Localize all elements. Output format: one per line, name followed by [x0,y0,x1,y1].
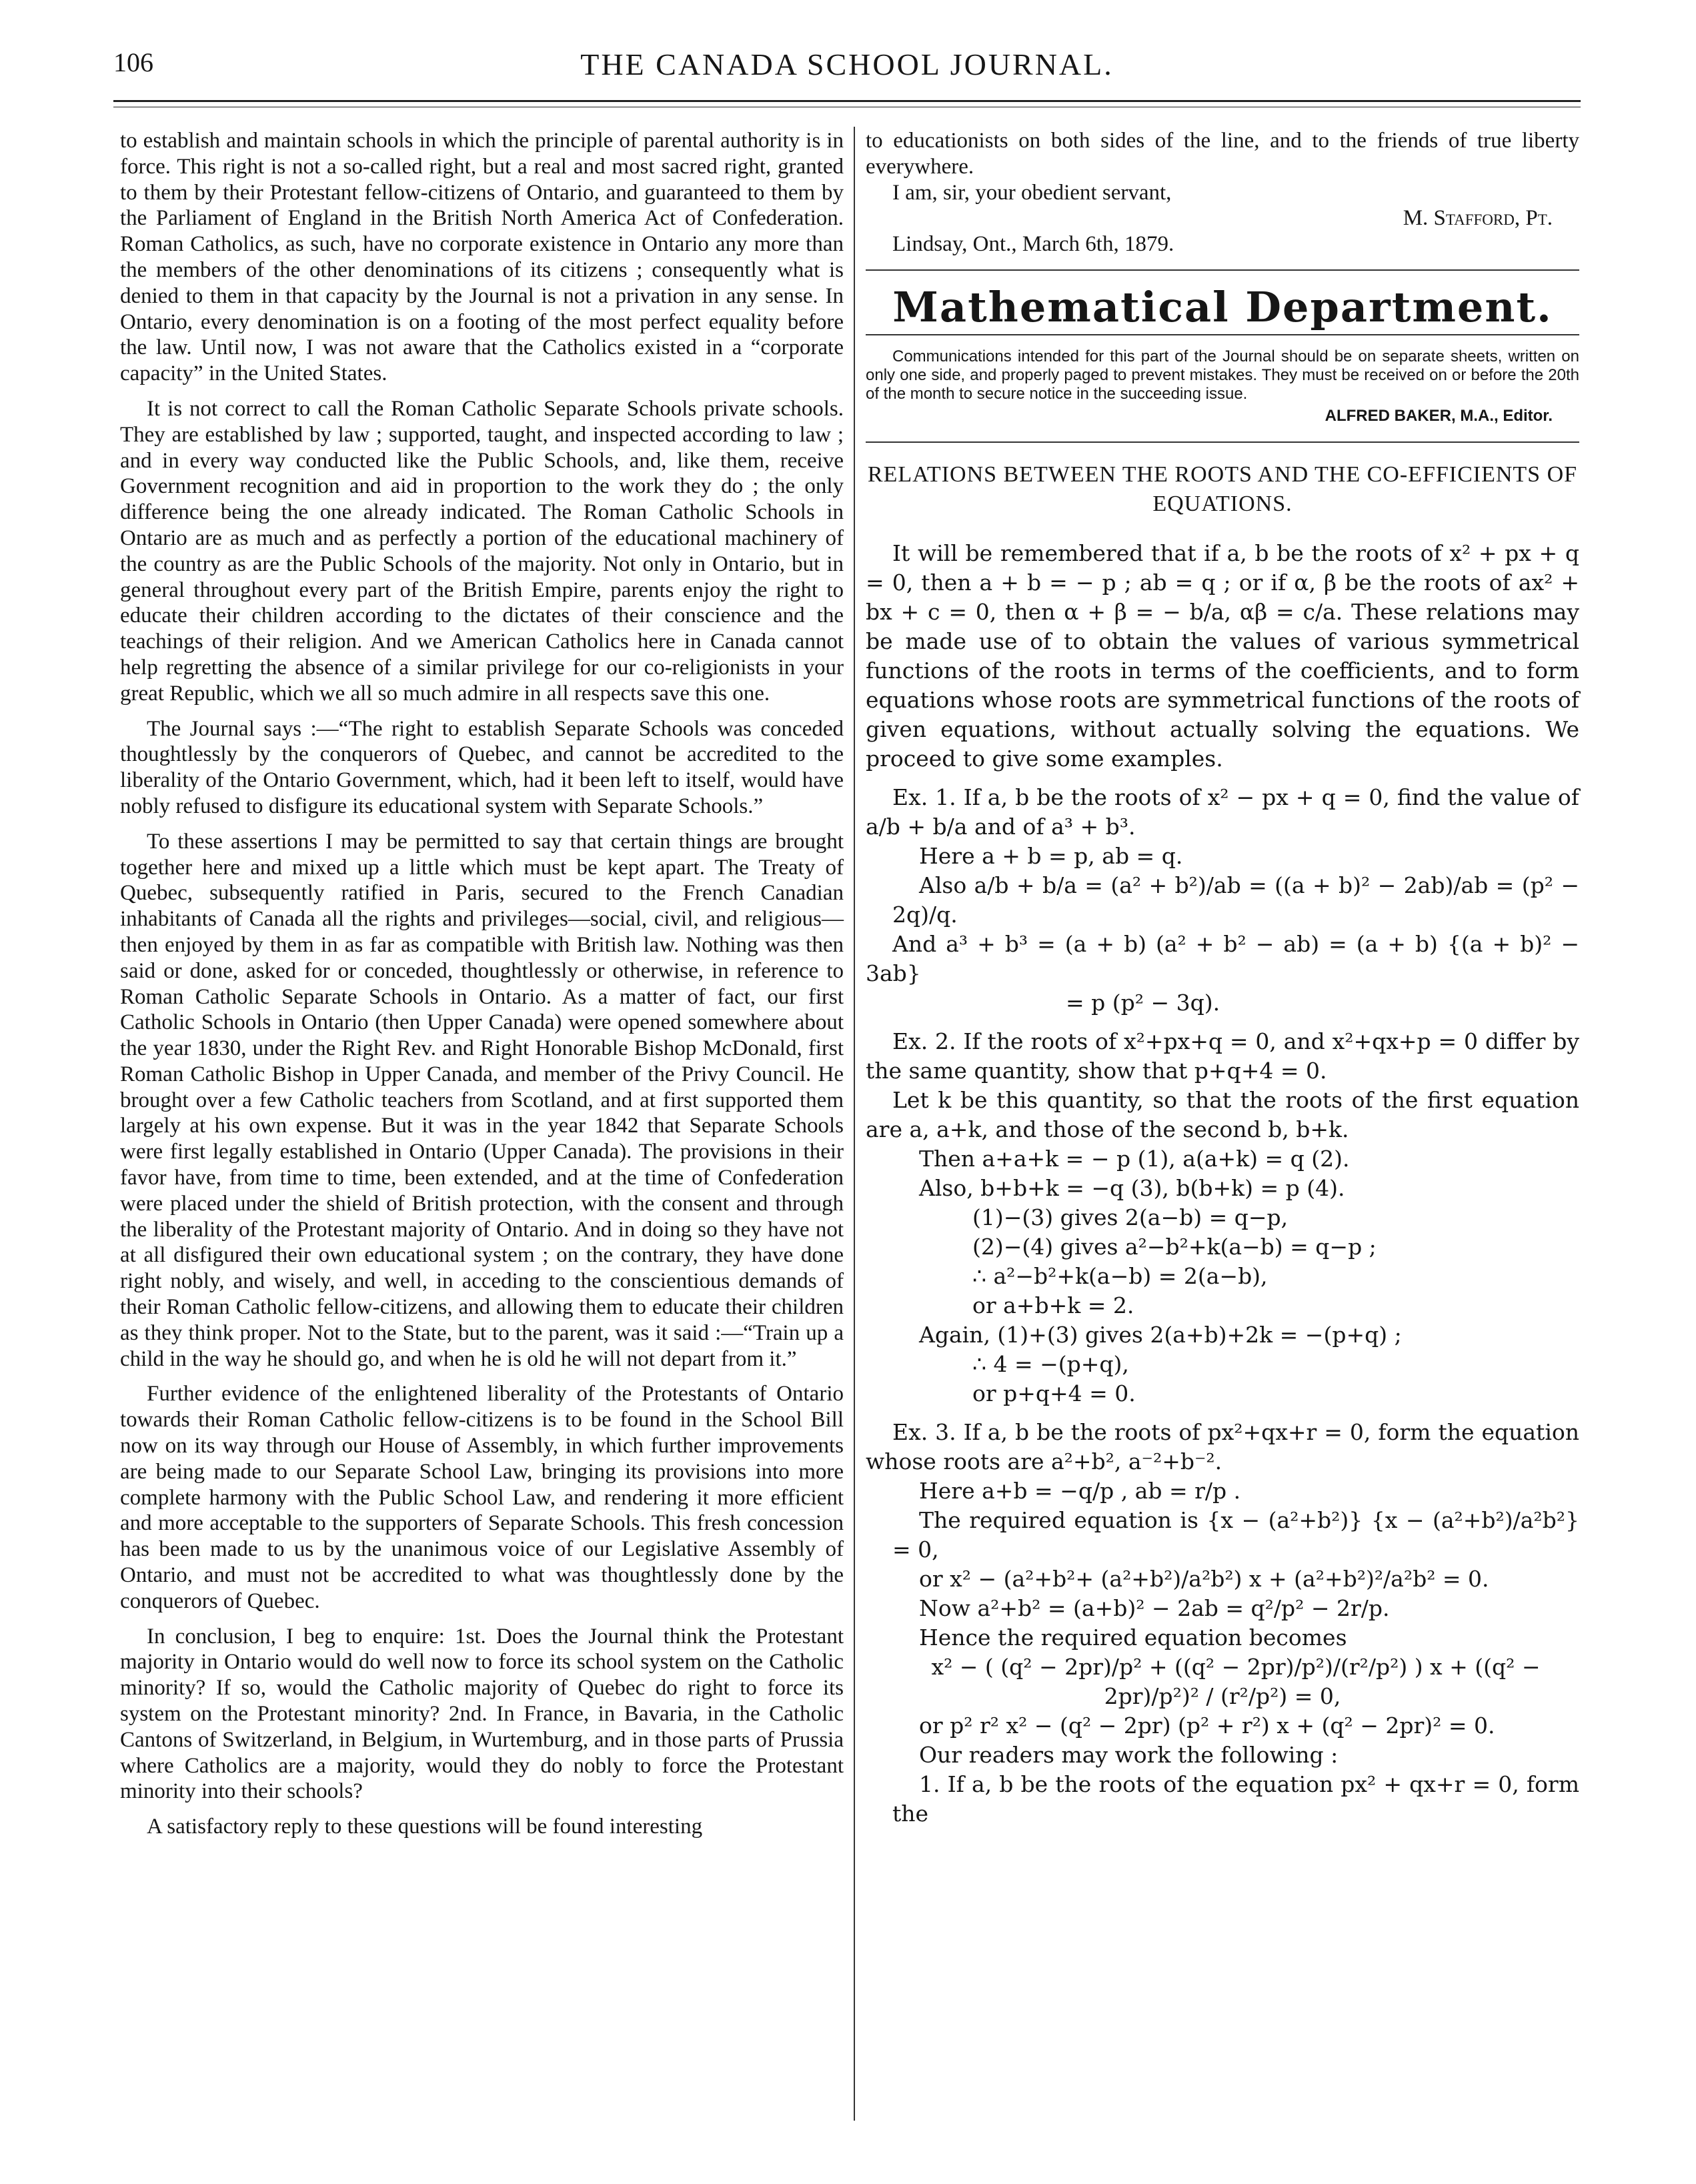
example-1-statement: Ex. 1. If a, b be the roots of x² − px + q = 0, find the value of a/b + b/a and of a³ + b³. [866,784,1579,840]
exercises-intro: Our readers may work the following : [919,1741,1339,1768]
exercise-item: 1. If a, b be the roots of the equation px² + qx+r = 0, form the [892,1771,1579,1827]
equation-line: ∴ a²−b²+k(a−b) = 2(a−b), [972,1262,1268,1289]
section-rule [866,269,1579,271]
article-intro: It will be remembered that if a, b be the roots of x² + px + q = 0, then a + b = − p ; ab = q ; or if α, β be the roots of ax² + bx + c = 0, then α + β = − b/a, αβ = c/a. These relations may be made use of to obtain the values of various symmetrical functions of the roots in terms of the coefficients, and to form equations whose roots are symmetrical functions of the roots of given equations, without actually solving the equations. We proceed to give some examples. [866,539,1579,772]
equation-line: Now a²+b² = (a+b)² − 2ab = q²/p² − 2r/p. [919,1594,1390,1621]
equation-line: (1)−(3) gives 2(a−b) = q−p, [972,1204,1289,1230]
equation-line: And a³ + b³ = (a + b) (a² + b² − ab) = (a + b) {(a + b)² − 3ab} [866,930,1579,986]
header-rule [113,100,1581,102]
example-3-statement: Ex. 3. If a, b be the roots of px²+qx+r = 0, form the equation whose roots are a²+b², a⁻²+b⁻². [866,1418,1579,1474]
example-2-text: Let k be this quantity, so that the roots of the first equation are a, a+k, and those of the second b, b+k. [866,1086,1579,1142]
department-title: Mathematical Department. [892,282,1553,331]
paragraph: Further evidence of the enlightened liberality of the Protestants of Ontario towards their Roman Catholic fellow-citizens is to be found in the School Bill now on its way through our House of Assembly, in which further improvements are being made to our Separate School Law, bringing its provisions into more complete harmony with the Public School Law, and rendering it more efficient and more acceptable to the supporters of Separate Schools. This fresh concession has been made to us by the unanimous voice of our Legislative Assembly of Ontario, and must not be accredited to what was thoughtlessly done by the conquerors of Quebec. [120,1382,844,1613]
equation-line: or a+b+k = 2. [972,1292,1134,1318]
paragraph: It is not correct to call the Roman Catholic Separate Schools private schools. They are established by law ; supported, taught, and inspected according to law ; and in every way conducted like the Public Schools, and, like them, receive Government recognition and aid in proportion to the work they do ; the only difference being the one already indicated. The Roman Catholic Schools in Ontario are as much and as perfectly a portion of the educational machinery of the country as are the Public Schools of the majority. Not only in Ontario, but in general throughout every part of the British Empire, parents enjoy the right to educate their children according to the dictates of their conscience and the teachings of their religion. And we American Catholics here in Canada cannot help regretting the absence of a similar privilege for our co-religionists in your great Republic, which we all so much admire in all respects save this one. [120,396,844,706]
example-2-statement: Ex. 2. If the roots of x²+px+q = 0, and x²+qx+p = 0 differ by the same quantity, show that p+q+4 = 0. [866,1028,1579,1084]
equation-line: or p² r² x² − (q² − 2pr) (p² + r²) x + (q² − 2pr)² = 0. [919,1712,1495,1739]
section-rule [866,334,1579,335]
paragraph: A satisfactory reply to these questions will be found interesting [147,1815,703,1839]
equation-line: Also, b+b+k = −q (3), b(b+k) = p (4). [919,1174,1345,1201]
equation-line: Here a + b = p, ab = q. [919,842,1183,869]
paragraph: The Journal says :—“The right to establish Separate Schools was conceded thoughtlessly by the conquerors of Quebec, and cannot be accredited to the liberality of the Ontario Government, which, had it been left to itself, would have nobly refused to disfigure its educational system with Separate Schools.” [120,716,844,818]
equation-line: Again, (1)+(3) gives 2(a+b)+2k = −(p+q) ; [919,1321,1402,1348]
letter-dateline: Lindsay, Ont., March 6th, 1879. [892,232,1174,257]
equation-line: Hence the required equation becomes [919,1624,1347,1651]
letter-signature: M. Stafford, Pt. [1403,206,1553,231]
paragraph: to establish and maintain schools in which the principle of parental authority is in force. This right is not a so-called right, but a real and most sacred right, granted to them by their Protestant fellow-citizens of Ontario, and guaranteed to them by the Parliament of England in the British North America Act of Confederation. Roman Catholics, as such, have no corporate existence in Ontario any more than the members of the other denominations of its citizens ; consequently what is denied to them in that capacity by the Journal is not a privation in any sense. In Ontario, every denomination is on a footing of the most perfect equality before the law. Until now, I was not aware that the Catholics existed in a “corporate capacity” in the United States. [120,129,844,386]
left-column [120,128,844,1840]
math-article [866,539,1579,1829]
column-divider [854,127,855,2121]
letter-end: to educationists on both sides of the line, and to the friends of true liberty everywhere. [866,129,1579,179]
page-number: 106 [113,47,153,77]
page-header [113,47,1581,93]
letter-closing: I am, sir, your obedient servant, [892,180,1172,205]
journal-title: THE CANADA SCHOOL JOURNAL. [580,47,1114,81]
equation-line: or x² − (a²+b²+ (a²+b²)/a²b²) x + (a²+b²)²/a²b² = 0. [919,1565,1489,1592]
equation-line: = p (p² − 3q). [1066,989,1220,1016]
paragraph: In conclusion, I beg to enquire: 1st. Does the Journal think the Protestant majority in Ontario would do well now to force its school system on the Catholic minority? If so, would the Catholic majority of Quebec do right to force its system on the Protestant minority? 2nd. In France, in Bavaria, in the Catholic Cantons of Switzerland, in Belgium, in Wurtemburg, and in those parts of Prussia where Catholics are a majority, would they do nobly to force the Protestant minority into their schools? [120,1624,844,1804]
equation-line: Then a+a+k = − p (1), a(a+k) = q (2). [919,1145,1350,1172]
section-rule [866,441,1579,443]
department-editor: ALFRED BAKER, M.A., Editor. [1325,406,1553,425]
right-column [866,128,1579,1829]
equation-line: The required equation is {x − (a²+b²)} {x − (a²+b²)/a²b²} = 0, [892,1506,1579,1562]
equation-line: or p+q+4 = 0. [972,1380,1136,1406]
equation-line: Here a+b = −q/p , ab = r/p . [919,1477,1241,1504]
equation-line: Also a/b + b/a = (a² + b²)/ab = ((a + b)² − 2ab)/ab = (p² − 2q)/q. [892,872,1579,928]
equation-line: (2)−(4) gives a²−b²+k(a−b) = q−p ; [972,1233,1377,1260]
equation-line: ∴ 4 = −(p+q), [972,1350,1129,1377]
equation-line: x² − ( (q² − 2pr)/p² + ((q² − 2pr)/p²)/(r²/p²) ) x + ((q² − 2pr)/p²)² / (r²/p²) = 0, [931,1653,1541,1709]
paragraph: To these assertions I may be permitted to say that certain things are brought together here and mixed up a little which must be kept apart. The Treaty of Quebec, subsequently ratified in Paris, secured to the French Canadian inhabitants of Canada all the rights and privileges—social, civil, and religious—then enjoyed by them in as far as compatible with British law. Nothing was then said or done, asked for or conceded, thoughtlessly or otherwise, in reference to Roman Catholic Separate Schools in Ontario. As a matter of fact, our first Catholic Schools in Ontario (then Upper Canada) were opened somewhere about the year 1830, under the Right Rev. and Right Honorable Bishop McDonald, first Roman Catholic Bishop in Upper Canada, and member of the Privy Council. He brought over a few Catholic teachers from Scotland, and at first supported them largely at his own expense. But it was in the year 1842 that Separate Schools were first legally established in Ontario (Upper Canada). The provisions in their favor have, from time to time, been extended, and at the time of Confederation were placed under the shield of British protection, with the consent and through the liberality of the Protestant majority of Ontario. And in doing so they have not at all disfigured their own educational system ; on the contrary, they have done right nobly, and wisely, and well, in acceding to the conscientious demands of their Roman Catholic fellow-citizens, and allowing them to educate their children as they think proper. Not to the State, but to the parent, was it said :—“Train up a child in the way he should go, and when he is old he will not depart from it.” [120,829,844,1371]
department-notice: Communications intended for this part of the Journal should be on separate sheets, written on only one side, and properly paged to prevent mistakes. They must be received on or before the 20th of the month to secure notice in the succeeding issue. [866,347,1579,403]
article-title: RELATIONS BETWEEN THE ROOTS AND THE CO-EFFICIENTS OF EQUATIONS. [867,461,1578,516]
